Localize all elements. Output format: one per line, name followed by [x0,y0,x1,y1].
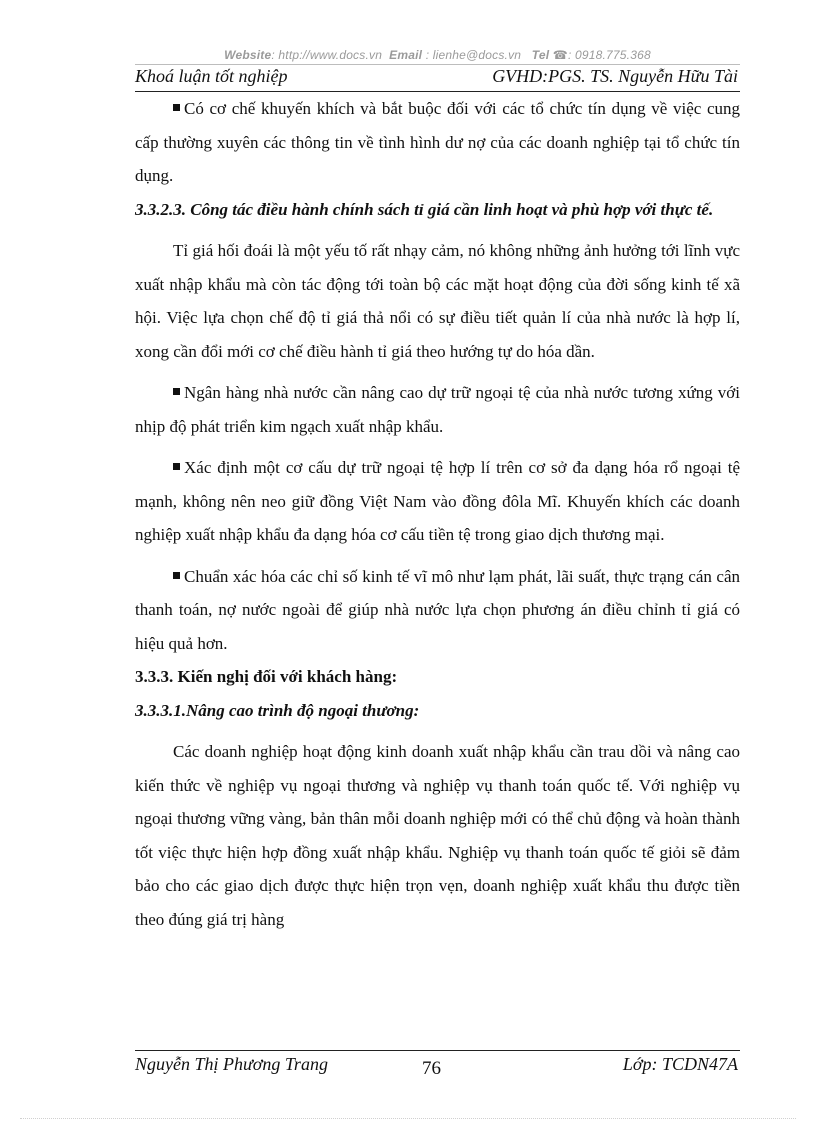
bullet-paragraph-reserves [135,376,740,443]
running-header [135,66,740,90]
phone-icon: ☎ [552,48,568,62]
paragraph-text: Có cơ chế khuyến khích và bắt buộc đối với các tổ chức tín dụng về việc cung cấp thường xuyên các thông tin về tình hình dư nợ của các doanh nghiệp tại tổ chức tín dụng. [135,99,740,185]
footer-rule [135,1050,740,1051]
paragraph-text: Xác định một cơ cấu dự trữ ngoại tệ hợp lí trên cơ sở đa dạng hóa rổ ngoại tệ mạnh, không nên neo giữ đồng Việt Nam vào đồng đôla Mĩ. Khuyến khích các doanh nghiệp xuất nhập khẩu đa dạng hóa cơ cấu tiền tệ trong giao dịch thương mại. [135,458,740,544]
bullet-paragraph-macro-indicators [135,560,740,661]
header-rule-top [135,64,740,65]
email-value: : lienhe@docs.vn [422,48,522,62]
email-label: Email [389,48,423,62]
paragraph-trade-skills: Các doanh nghiệp hoạt động kinh doanh xuất nhập khẩu cần trau dồi và nâng cao kiến thức về nghiệp vụ ngoại thương và nghiệp vụ thanh toán quốc tế. Với nghiệp vụ ngoại thương vững vàng, bản thân mỗi doanh nghiệp mới có thể chủ động và hoàn thành tốt việc thực hiện hợp đồng xuất nhập khẩu. Nghiệp vụ thanh toán quốc tế giỏi sẽ đảm bảo cho các giao dịch được thực hiện trọn vẹn, doanh nghiệp xuất khẩu thu được tiền theo đúng giá trị hàng [135,742,740,929]
tel-value: : 0918.775.368 [567,48,651,62]
section-heading-3-3-3-1: 3.3.3.1.Nâng cao trình độ ngoại thương: [135,700,420,720]
paragraph-text: Ngân hàng nhà nước cần nâng cao dự trữ ngoại tệ của nhà nước tương xứng với nhịp độ phát triển kim ngạch xuất nhập khẩu. [135,383,740,436]
bullet-paragraph-currency-basket [135,451,740,552]
page-footer [135,1054,740,1080]
website-label: Website [224,48,272,62]
supervisor-name: GVHD:PGS. TS. Nguyễn Hữu Tài [492,66,738,86]
website-watermark [135,48,740,62]
square-bullet-icon [173,463,180,470]
section-heading-3-3-3: 3.3.3. Kiến nghị đối với khách hàng: [135,667,398,686]
square-bullet-icon [173,572,180,579]
square-bullet-icon [173,104,180,111]
section-heading-3-3-2-3: 3.3.2.3. Công tác điều hành chính sách tỉ giá cần linh hoạt và phù hợp với thực tế. [135,199,714,219]
page-edge-divider [20,1118,796,1119]
website-value: : http://www.docs.vn [271,48,383,62]
square-bullet-icon [173,388,180,395]
paragraph-exchange-rate: Tỉ giá hối đoái là một yếu tố rất nhạy cảm, nó không những ảnh hưởng tới lĩnh vực xuất nhập khẩu mà còn tác động tới toàn bộ các mặt hoạt động của đời sống kinh tế xã hội. Việc lựa chọn chế độ tỉ giá thả nổi có sự điều tiết quản lí của nhà nước là hợp lí, xong cần đổi mới cơ chế điều hành tỉ giá theo hướng tự do hóa dần. [135,241,740,361]
class-label: Lớp: TCDN47A [622,1054,738,1074]
tel-label: Tel [531,48,550,62]
author-name: Nguyễn Thị Phương Trang [135,1054,328,1074]
bullet-paragraph-credit-info [135,92,740,193]
paragraph-text: Chuẩn xác hóa các chỉ số kinh tế vĩ mô như lạm phát, lãi suất, thực trạng cán cân thanh toán, nợ nước ngoài để giúp nhà nước lựa chọn phương án điều chỉnh tỉ giá có hiệu quả hơn. [135,566,740,653]
page-body [135,92,740,936]
thesis-title: Khoá luận tốt nghiệp [135,66,288,86]
page-number: 76 [422,1058,441,1079]
